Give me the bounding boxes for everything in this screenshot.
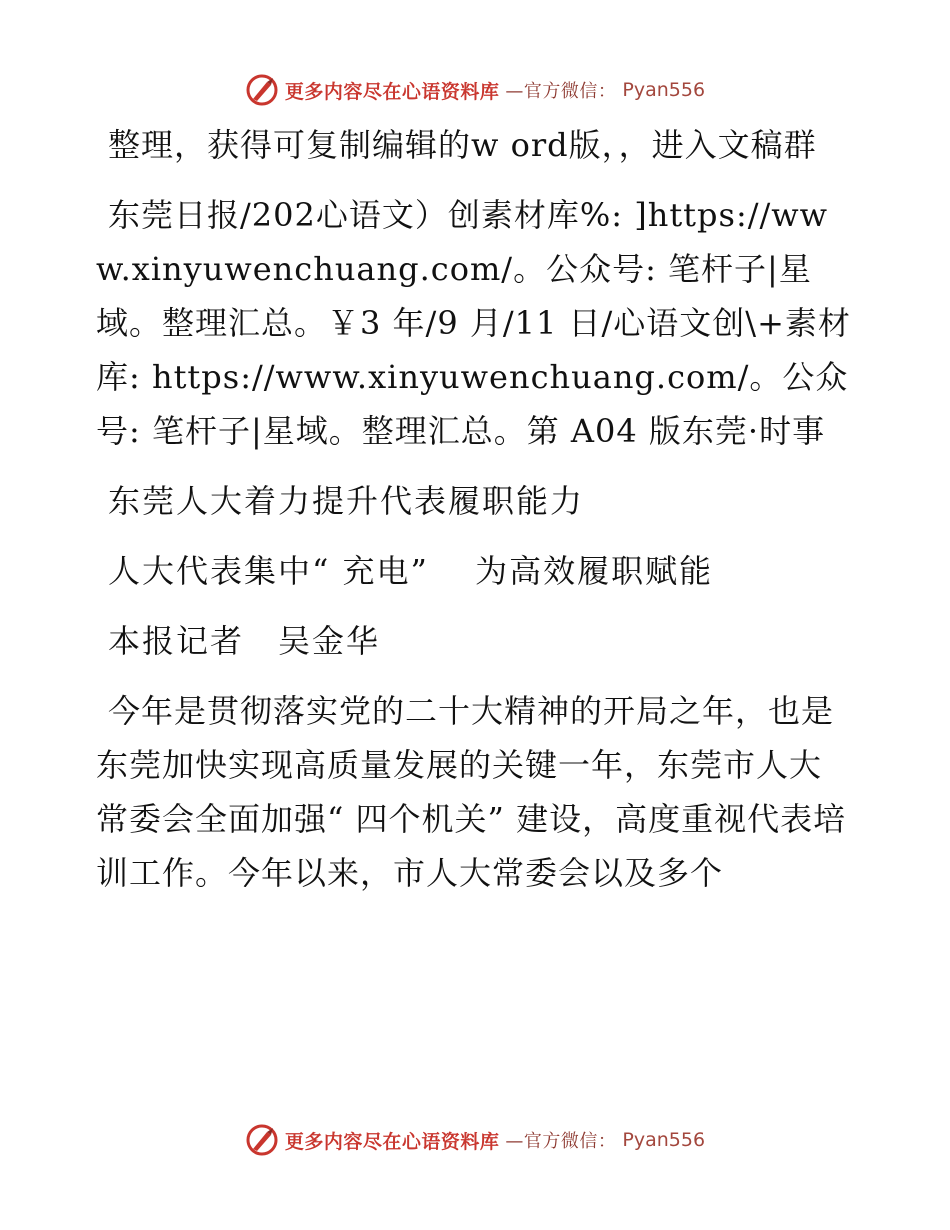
document-body [96,118,854,916]
quill-logo-icon [245,1123,279,1157]
banner-main-text: 更多内容尽在心语资料库 [284,80,500,103]
watermark-banner-top [0,70,950,110]
banner-sub-text: —官方微信： [505,1131,617,1152]
banner-wechat-id: Pyan556 [622,1129,706,1151]
paragraph-intro: 整理，获得可复制编辑的w ord版，，进入文稿群 [108,126,817,164]
article-title: 东莞人大着力提升代表履职能力 [108,482,585,520]
watermark-banner-bottom [0,1120,950,1160]
article-subtitle: 人大代表集中“ 充电” 为高效履职赋能 [108,552,714,590]
banner-wechat-id: Pyan556 [622,79,706,101]
banner-main-text: 更多内容尽在心语资料库 [284,1130,500,1153]
paragraph-source: 东莞日报/202心语文）创素材库%: ]https://www.xinyuwenchuang.com/。公众号: 笔杆子|星域。整理汇总。￥3 年/9 月/11 日/心语文创\+素材库: https://www.xinyuwenchuang.com/。公众号: 笔杆子|星域。整理汇总。第 A04 版东莞·时事 [96,196,851,450]
quill-logo-icon [245,73,279,107]
article-byline: 本报记者 吴金华 [108,622,381,660]
banner-sub-text: —官方微信： [505,81,617,102]
paragraph-body: 今年是贯彻落实党的二十大精神的开局之年，也是东莞加快实现高质量发展的关键一年，东莞市人大常委会全面加强“ 四个机关” 建设，高度重视代表培训工作。今年以来，市人大常委会以及多个 [96,692,847,892]
